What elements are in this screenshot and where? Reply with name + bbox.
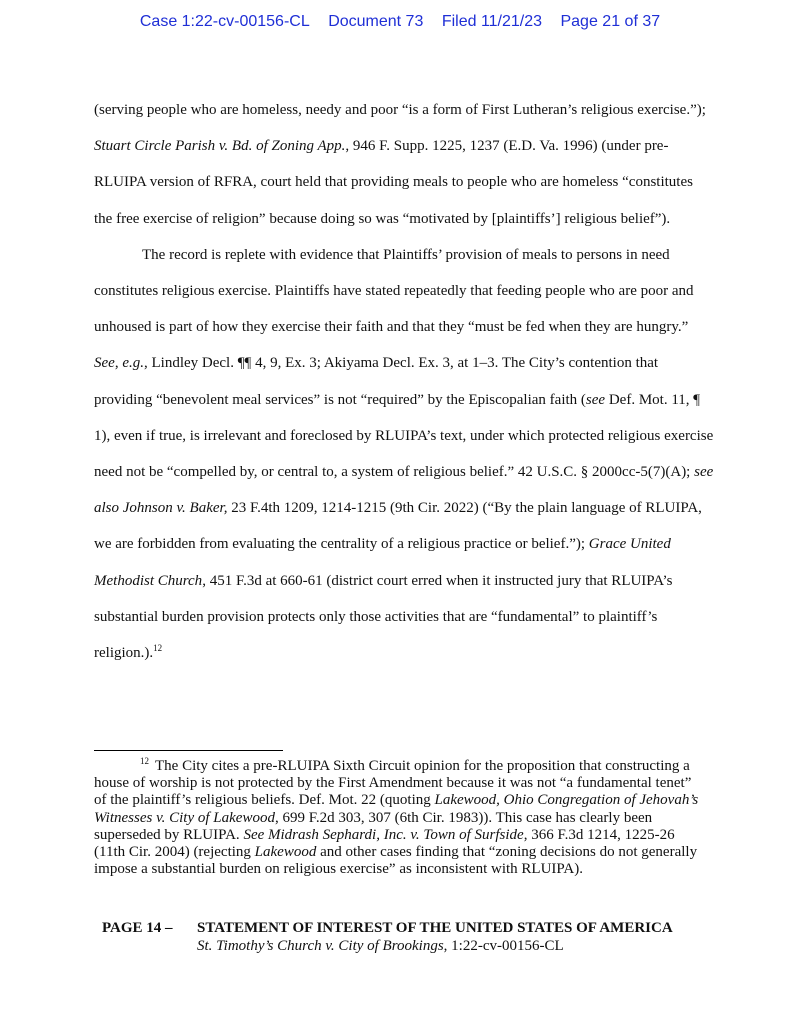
signal-eg: e.g. <box>122 355 144 372</box>
case-citation: Grace United Methodist Church <box>94 536 671 589</box>
ecf-filing-header <box>0 13 800 31</box>
body-text <box>94 92 714 671</box>
document-title: STATEMENT OF INTEREST OF THE UNITED STATES OF AMERICA <box>197 920 673 936</box>
footnote-reference: 12 <box>153 643 163 654</box>
footnote-divider <box>94 750 283 751</box>
page-label: PAGE 14 – <box>102 920 173 936</box>
page-footer <box>102 919 742 955</box>
footnote-number: 12 <box>140 756 149 766</box>
case-citation: Stuart Circle Parish v. Bd. of Zoning App. <box>94 138 346 155</box>
document-number: Document 73 <box>328 13 424 30</box>
case-citation: Lakewood <box>254 844 317 861</box>
case-number: Case 1:22-cv-00156-CL <box>139 13 310 30</box>
signal-see-lower: see <box>585 391 606 408</box>
paragraph-record: The record is replete with evidence that Plaintiffs’ provision of meals to persons in need constitutes religious exercise. Plaintiffs have stated repeatedly that feeding people who are poor and unhoused is part of how they exercise their faith and that they “must be fed when they are hungry.” See, e.g., Lindley Decl. ¶¶ 4, 9, Ex. 3; Akiyama Decl. Ex. 3, at 1–3. The City’s contention that providing “benevolent meal services” is not “required” by the Episcopalian faith (see Def. Mot. 11, ¶ 1), even if true, is irrelevant and foreclosed by RLUIPA’s text, under which protected religious exercise need not be “compelled by, or central to, a system of religious belief.” 42 U.S.C. § 2000cc-5(7)(A); see also Johnson v. Baker, 23 F.4th 1209, 1214-1215 (9th Cir. 2022) (“By the plain language of RLUIPA, we are forbidden from evaluating the centrality of a religious practice or belief.”); Grace United Methodist Church, 451 F.3d at 660-61 (district court erred when it instructed jury that RLUIPA’s substantial burden provision protects only those activities that are “fundamental” to plaintiff’s religion.).$^{12}$ <box>94 246 714 662</box>
case-name: St. Timothy’s Church v. City of Brookings <box>197 938 444 954</box>
case-citation: Lakewood, Ohio Congregation of Jehovah’s Witnesses v. City of Lakewood <box>94 792 699 826</box>
filed-date: Filed 11/21/23 <box>441 13 543 30</box>
page-count: Page 21 of 37 <box>560 13 661 30</box>
paragraph-continued: (serving people who are homeless, needy and poor “is a form of First Lutheran’s religious exercise.”); Stuart Circle Parish v. Bd. of Zoning App., 946 F. Supp. 1225, 1237 (E.D. Va. 1996) (under pre-RLUIPA version of RFRA, court held that providing meals to people who are homeless “constitutes the free exercise of religion” because doing so was “motivated by [plaintiffs’] religious belief”). <box>94 102 706 227</box>
case-citation: see also Johnson v. Baker, <box>94 464 714 517</box>
case-citation: See Midrash Sephardi, Inc. v. Town of Surfside <box>243 826 524 843</box>
footnote-12: $^{12}$ The City cites a pre-RLUIPA Sixth Circuit opinion for the proposition that constructing a house of worship is not protected by the First Amendment because it was not “a fundamental tenet” of the plaintiff’s religious beliefs. Def. Mot. 22 (quoting Lakewood, Ohio Congregation of Jehovah’s Witnesses v. City of Lakewood, 699 F.2d 303, 307 (6th Cir. 1983)). This case has clearly been superseded by RLUIPA. See Midrash Sephardi, Inc. v. Town of Surfside, 366 F.3d 1214, 1225-26 (11th Cir. 2004) (rejecting Lakewood and other cases finding that “zoning decisions do not generally impose a substantial burden on religious exercise” as inconsistent with RLUIPA). <box>94 756 699 878</box>
case-docket: , 1:22-cv-00156-CL <box>443 938 564 954</box>
case-caption <box>197 937 742 955</box>
signal-see: See <box>94 355 115 372</box>
